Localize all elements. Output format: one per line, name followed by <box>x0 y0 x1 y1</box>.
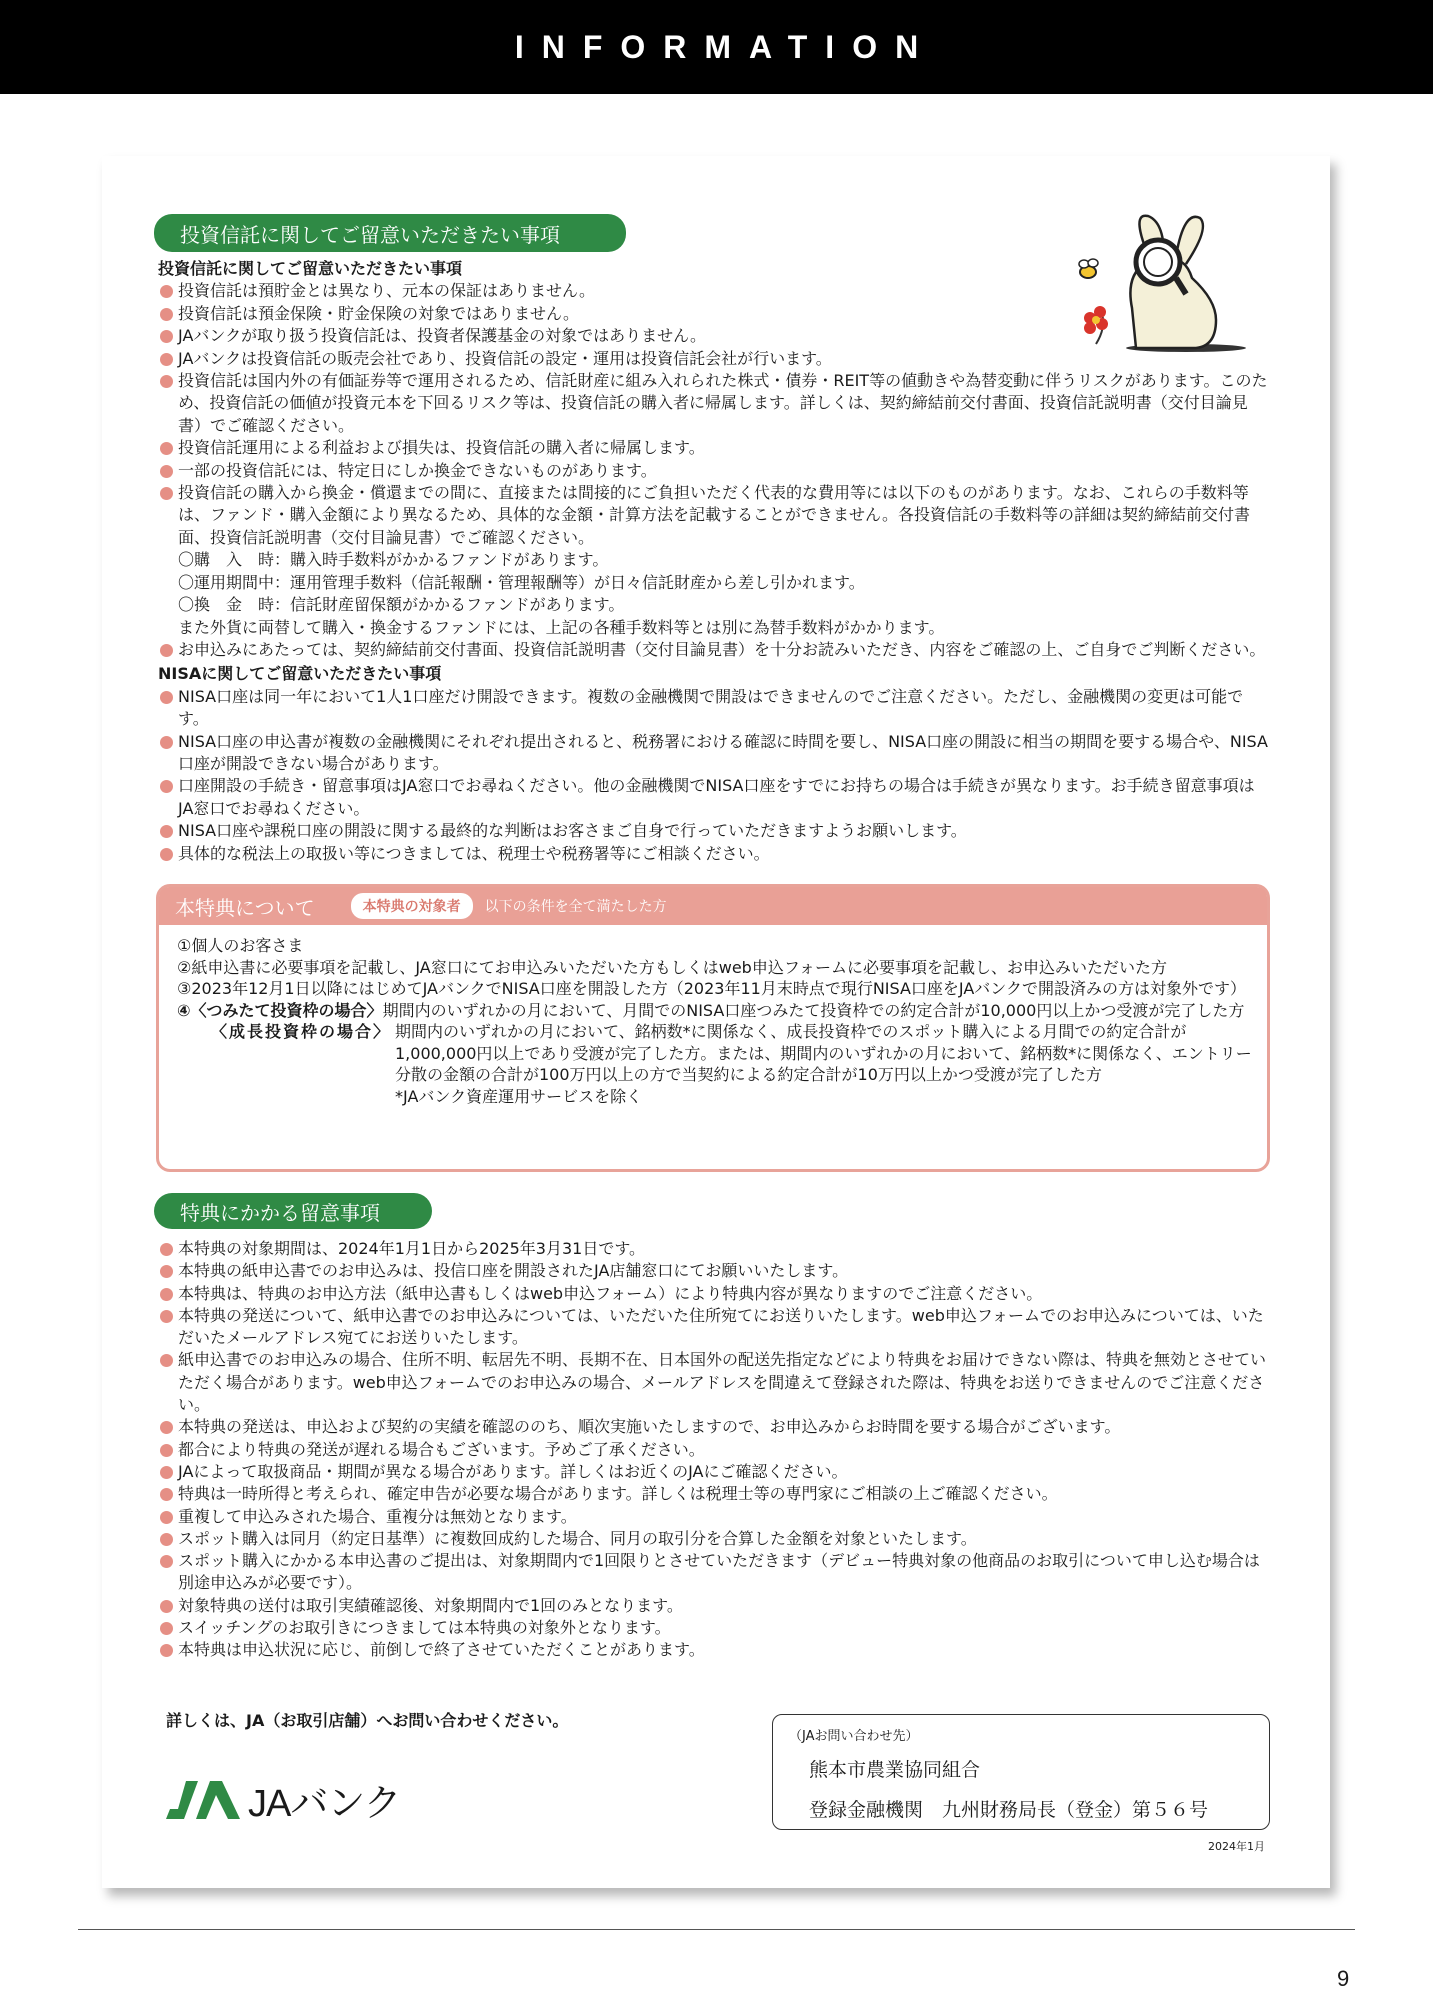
list-item: 都合により特典の発送が遅れる場合もございます。予めご了承ください。 <box>158 1439 1270 1461</box>
footer-divider <box>78 1929 1355 1930</box>
list-item: 投資信託の購入から換金・償還までの間に、直接または間接的にご負担いただく代表的な費用等には以下のものがあります。なお、これらの手数料等は、ファンド・購入金額により異なるため、具体的な金額・計算方法を記載することができません。各投資信託の手数料等の詳細は契約締結前交付書面、投資信託説明書（交付目論見書）でご確認ください。 <box>158 482 1270 549</box>
list-item: お申込みにあたっては、契約締結前交付書面、投資信託説明書（交付目論見書）を十分お読みいただき、内容をご確認の上、ご自身でご判断ください。 <box>158 639 1270 661</box>
section2-heading <box>154 1193 432 1229</box>
list-item: スポット購入にかかる本申込書のご提出は、対象期間内で1回限りとさせていただきます（デビュー特典対象の他商品のお取引について申し込む場合は別途申込みが必要です）。 <box>158 1550 1270 1595</box>
list-item: 投資信託運用による利益および損失は、投資信託の購入者に帰属します。 <box>158 437 1270 459</box>
list-item: 一部の投資信託には、特定日にしか換金できないものがあります。 <box>158 460 1270 482</box>
list-item: NISA口座の申込書が複数の金融機関にそれぞれ提出されると、税務署における確認に時間を要し、NISA口座の開設に相当の期間を要する場合や、NISA口座が開設できない場合があります。 <box>158 731 1270 776</box>
list-item: JAバンクは投資信託の販売会社であり、投資信託の設定・運用は投資信託会社が行います。 <box>158 348 1270 370</box>
list-item: 重複して申込みされた場合、重複分は無効となります。 <box>158 1506 1270 1528</box>
section1-body <box>158 258 1270 865</box>
section2-heading-text: 特典にかかる留意事項 <box>180 1200 380 1225</box>
ja-bank-logo <box>164 1772 401 1827</box>
tokuten-body <box>177 935 1257 1107</box>
tokuten-line: ③2023年12月1日以降にはじめてJAバンクでNISA口座を開設した方（2023年11月末時点で現行NISA口座をJAバンクで開設済みの方は対象外です） <box>177 979 1246 998</box>
seicho-row <box>177 1021 1257 1086</box>
list-item: 対象特典の送付は取引実績確認後、対象期間内で1回のみとなります。 <box>158 1595 1270 1617</box>
list-item: 特典は一時所得と考えられ、確定申告が必要な場合があります。詳しくは税理士等の専門家にご相談の上ご確認ください。 <box>158 1483 1270 1505</box>
tokuten-line: ①個人のお客さま <box>177 936 304 955</box>
header-title: INFORMATION <box>514 28 937 65</box>
list-item: NISA口座は同一年において1人1口座だけ開設できます。複数の金融機関で開設はできませんのでご注意ください。ただし、金融機関の変更は可能です。 <box>158 686 1270 731</box>
fee-line: 〇購 入 時：購入時手数料がかかるファンドがあります。 <box>178 550 609 570</box>
list-item: 本特典の紙申込書でのお申込みは、投信口座を開設されたJA店舗窓口にてお願いいたします。 <box>158 1260 1270 1282</box>
tokuten-box <box>156 884 1270 1172</box>
tsumitate-label: ④〈つみたて投資枠の場合〉 <box>177 1000 383 1020</box>
section1-subheading: 投資信託に関してご留意いただきたい事項 <box>158 259 463 278</box>
list-item: 本特典の対象期間は、2024年1月1日から2025年3月31日です。 <box>158 1238 1270 1260</box>
logo-text: JAバンク <box>248 1783 401 1825</box>
list-item: 具体的な税法上の取扱い等につきましては、税理士や税務署等にご相談ください。 <box>158 843 1270 865</box>
list-item: 投資信託は預貯金とは異なり、元本の保証はありません。 <box>158 280 1270 302</box>
tokuten-title: 本特典について <box>175 895 315 920</box>
tokuten-condition: 以下の条件を全て満たした方 <box>484 899 667 915</box>
list-item: 投資信託は預金保険・貯金保険の対象ではありません。 <box>158 303 1270 325</box>
fee-line: 〇換 金 時：信託財産留保額がかかるファンドがあります。 <box>178 595 625 615</box>
tsumitate-row <box>177 1000 1257 1022</box>
tsumitate-text: 期間内のいずれかの月において、月間でのNISA口座つみたて投資枠での約定合計が10,000円以上かつ受渡が完了した方 <box>382 1000 1245 1020</box>
list-item: NISA口座や課税口座の開設に関する最終的な判断はお客さまご自身で行っていただきますようお願いします。 <box>158 820 1270 842</box>
section2-body <box>158 1238 1270 1662</box>
list-item: 紙申込書でのお申込みの場合、住所不明、転居先不明、長期不在、日本国外の配送先指定などにより特典をお届けできない際は、特典を無効とさせていただく場合があります。web申込フォームでのお申込みの場合、メールアドレスを間違えて登録された際は、特典をお送りできませんのでご注意ください。 <box>158 1349 1270 1416</box>
list-item: 本特典の発送は、申込および契約の実績を確認ののち、順次実施いたしますので、お申込みからお時間を要する場合がございます。 <box>158 1416 1270 1438</box>
list-item: JAバンクが取り扱う投資信託は、投資者保護基金の対象ではありません。 <box>158 325 1270 347</box>
contact-label: 詳しくは、JA（お取引店舗）へお問い合わせください。 <box>166 1711 569 1730</box>
list-item: 本特典は、特典のお申込方法（紙申込書もしくはweb申込フォーム）により特典内容が異なりますのでご注意ください。 <box>158 1283 1270 1305</box>
list-item: スポット購入は同月（約定日基準）に複数回成約した場合、同月の取引分を合算した金額を対象といたします。 <box>158 1528 1270 1550</box>
list-item: 本特典は申込状況に応じ、前倒しで終了させていただくことがあります。 <box>158 1639 1270 1661</box>
list-item: 投資信託は国内外の有価証券等で運用されるため、信託財産に組み入れられた株式・債券・REIT等の値動きや為替変動に伴うリスクがあります。このため、投資信託の価値が投資元本を下回るリスク等は、投資信託の購入者に帰属します。詳しくは、契約締結前交付書面、投資信託説明書（交付目論見書）でご確認ください。 <box>158 370 1270 437</box>
contact-registration: 登録金融機関 九州財務局長（登金）第５６号 <box>809 1799 1209 1821</box>
seicho-label: 〈成長投資枠の場合〉 <box>210 1022 391 1041</box>
tokuten-header <box>159 887 1267 925</box>
list-item: JAによって取扱商品・期間が異なる場合があります。詳しくはお近くのJAにご確認ください。 <box>158 1461 1270 1483</box>
tokuten-note: *JAバンク資産運用サービスを除く <box>395 1086 643 1106</box>
page-number: 9 <box>1337 1966 1350 1991</box>
seicho-text: 期間内のいずれかの月において、銘柄数*に関係なく、成長投資枠でのスポット購入による月間での約定合計が1,000,000円以上であり受渡が完了した方。または、期間内のいずれかの月において、銘柄数*に関係なく、エントリー分散の金額の合計が100万円以上の方で当契約による約定合計が10万円以上かつ受渡が完了した方 <box>395 1022 1252 1084</box>
list-item: 本特典の発送について、紙申込書でのお申込みについては、いただいた住所宛てにお送りいたします。web申込フォームでのお申込みについては、いただいたメールアドレス宛てにお送りいたします。 <box>158 1305 1270 1350</box>
list-item: 口座開設の手続き・留意事項はJA窓口でお尋ねください。他の金融機関でNISA口座をすでにお持ちの場合は手続きが異なります。お手続き留意事項はJA窓口でお尋ねください。 <box>158 775 1270 820</box>
date-stamp: 2024年1月 <box>1208 1840 1265 1853</box>
contact-org: 熊本市農業協同組合 <box>809 1759 981 1781</box>
section1-heading <box>154 214 626 252</box>
ja-logo-icon <box>164 1779 242 1821</box>
header-bar <box>0 0 1433 94</box>
fee-line: 〇運用期間中：運用管理手数料（信託報酬・管理報酬等）が日々信託財産から差し引かれます。 <box>178 572 865 592</box>
contact-caption: （JAお問い合わせ先） <box>789 1729 919 1744</box>
tokuten-target-badge: 本特典の対象者 <box>351 893 473 919</box>
section1-heading-text: 投資信託に関してご留意いただきたい事項 <box>180 222 560 247</box>
fee-note: また外貨に両替して購入・換金するファンドには、上記の各種手数料等とは別に為替手数料がかかります。 <box>178 617 945 637</box>
tokuten-line: ②紙申込書に必要事項を記載し、JA窓口にてお申込みいただいた方もしくはweb申込フォームに必要事項を記載し、お申込みいただいた方 <box>177 957 1168 977</box>
list-item: スイッチングのお取引きにつきましては本特典の対象外となります。 <box>158 1617 1270 1639</box>
contact-box <box>772 1714 1270 1830</box>
nisa-subheading: NISAに関してご留意いただきたい事項 <box>158 664 442 684</box>
